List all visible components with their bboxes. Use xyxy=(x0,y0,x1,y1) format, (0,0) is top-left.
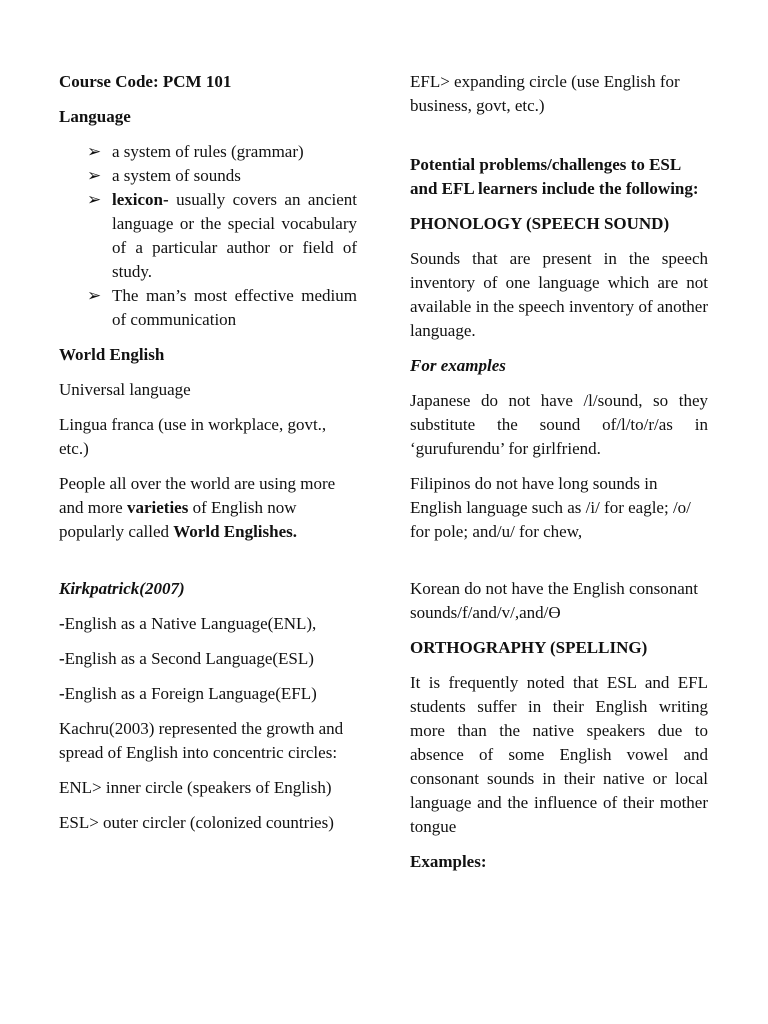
list-item: ➢ The man’s most effective medium of communication xyxy=(87,286,357,329)
list-item: ➢ a system of sounds xyxy=(59,164,357,188)
examples-heading: Examples: xyxy=(410,852,487,871)
phonology-heading: PHONOLOGY (SPEECH SOUND) xyxy=(410,214,670,233)
problems-heading: Potential problems/challenges to ESL and EFL learners include the following: xyxy=(410,155,699,198)
lingua-franca-text: Lingua franca (use in workplace, govt., etc.) xyxy=(59,415,327,458)
orthography-heading: ORTHOGRAPHY (SPELLING) xyxy=(410,638,648,657)
lexicon-term: lexicon- xyxy=(112,190,169,209)
right-column xyxy=(410,70,708,885)
orthography-paragraph: It is frequently noted that ESL and EFL students suffer in their English writing more than the native speakers due to absence of some English vowel and consonant sounds in their native or local language and the influence of their mother tongue xyxy=(410,673,708,836)
course-code: Course Code: PCM 101 xyxy=(59,72,232,91)
enl-circle-text: ENL> inner circle (speakers of English) xyxy=(59,778,332,797)
kachru-paragraph: Kachru(2003) represented the growth and spread of English into concentric circles: xyxy=(59,719,344,762)
left-column xyxy=(59,70,357,846)
enl-item: -English as a Native Language(ENL), xyxy=(59,614,317,633)
arrow-bullet-icon: ➢ xyxy=(87,166,102,185)
japanese-example: Japanese do not have /l/sound, so they substitute the sound of/l/to/r/as in ‘gurufurendu’ for girlfriend. xyxy=(410,391,708,458)
efl-circle-text: EFL> expanding circle (use English for business, govt, etc.) xyxy=(410,72,680,115)
kirkpatrick-citation: Kirkpatrick(2007) xyxy=(59,579,185,598)
arrow-bullet-icon: ➢ xyxy=(87,190,102,209)
world-english-heading: World English xyxy=(59,345,165,364)
filipinos-example: Filipinos do not have long sounds in English language such as /i/ for eagle; /o/ for pole; and/u/ for chew, xyxy=(410,474,691,541)
universal-language-text: Universal language xyxy=(59,380,191,399)
arrow-bullet-icon: ➢ xyxy=(87,142,102,161)
arrow-bullet-icon: ➢ xyxy=(87,286,102,305)
varieties-paragraph: People all over the world are using more and more varieties of English now popularly called World Englishes. xyxy=(59,474,336,541)
korean-example: Korean do not have the English consonant sounds/f/and/v/,and/Ө xyxy=(410,579,698,622)
esl-item: -English as a Second Language(ESL) xyxy=(59,649,314,668)
list-item: ➢ a system of rules (grammar) xyxy=(59,140,357,164)
phonology-paragraph: Sounds that are present in the speech inventory of one language which are not available in the speech inventory of another language. xyxy=(410,249,708,340)
efl-item: -English as a Foreign Language(EFL) xyxy=(59,684,317,703)
for-examples-heading: For examples xyxy=(410,356,506,375)
language-bullet-list xyxy=(59,140,357,332)
language-heading: Language xyxy=(59,107,131,126)
esl-circle-text: ESL> outer circler (colonized countries) xyxy=(59,813,334,832)
list-item: ➢ lexicon- usually covers an ancient language or the special vocabulary of a particular author or field of study. xyxy=(87,190,357,281)
